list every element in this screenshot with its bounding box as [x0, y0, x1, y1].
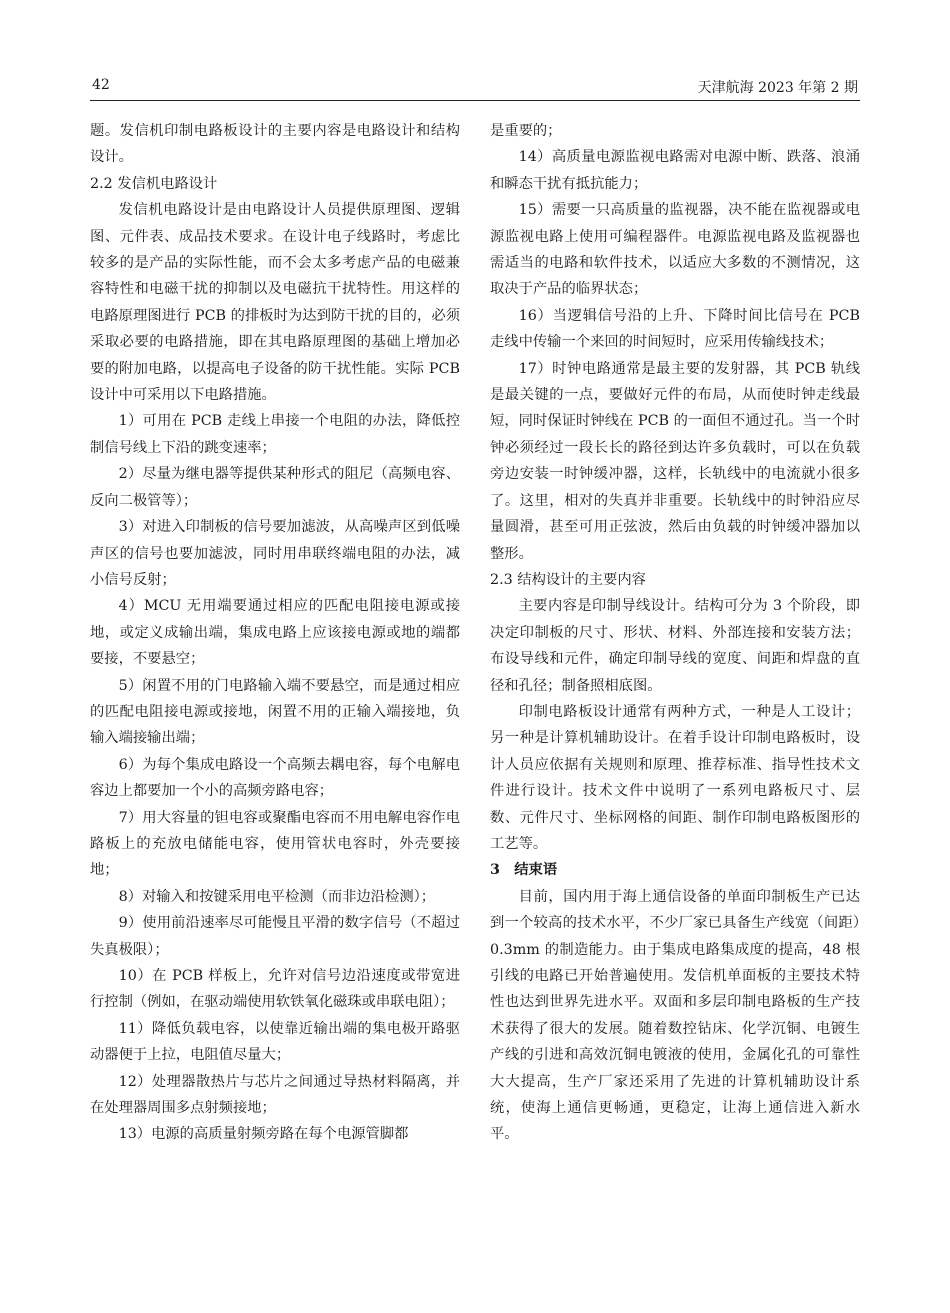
list-item: 10）在 PCB 样板上，允许对信号边沿速度或带宽进行控制（例如，在驱动端使用软铁氧化磁珠或串联电阻）； [90, 968, 460, 1011]
list-item: 13）电源的高质量射频旁路在每个电源管脚都 [118, 1126, 409, 1143]
page-header [90, 74, 860, 101]
list-item: 3）对进入印制板的信号要加滤波，从高噪声区到低噪声区的信号也要加滤波，同时用串联终端电阻的办法，减小信号反射； [90, 519, 460, 588]
section-heading-2-3: 2.3 结构设计的主要内容 [490, 571, 646, 588]
list-item: 4）MCU 无用端要通过相应的匹配电阻接电源或接地，或定义成输出端，集成电路上应该接电源或地的端都要接，不要悬空； [90, 598, 460, 668]
paragraph: 是重要的； [490, 123, 562, 139]
list-item: 14）高质量电源监视电路需对电源中断、跌落、浪涌和瞬态干扰有抵抗能力； [490, 149, 860, 192]
list-item: 12）处理器散热片与芯片之间通过导热材料隔离，并在处理器周围多点射频接地； [90, 1073, 460, 1117]
section-heading-2-2: 2.2 发信机电路设计 [90, 175, 218, 192]
journal-issue: 天津航海 2023 年第 2 期 [697, 80, 858, 96]
list-item: 16）当逻辑信号沿的上升、下降时间比信号在 PCB 走线中传输一个来回的时间短时，应采用传输线技术； [490, 307, 860, 351]
list-item: 8）对输入和按键采用电平检测（而非边沿检测）； [118, 888, 436, 905]
paragraph: 发信机电路设计是由电路设计人员提供原理图、逻辑图、元件表、成品技术要求。在设计电子线路时，考虑比较多的是产品的实际性能，而不会太多考虑产品的电磁兼容特性和电磁干扰的抑制以及电磁抗干扰特性。用这样的电路原理图进行 PCB 的排板时为达到防干扰的目的，必须采取必要的电路措施，即在其电路原理图的基础上增加必要的附加电路，以提高电子设备的防干扰性能。实际 PCB 设计中可采用以下电路措施。 [90, 202, 460, 404]
page-number: 42 [92, 77, 110, 93]
section-heading-3: 3 结束语 [490, 862, 558, 879]
paragraph: 题。发信机印制电路板设计的主要内容是电路设计和结构设计。 [90, 123, 460, 166]
list-item: 9）使用前沿速率尽可能慢且平滑的数字信号（不超过失真极限）； [90, 915, 460, 958]
paragraph: 主要内容是印制导线设计。结构可分为 3 个阶段，即决定印制板的尺寸、形状、材料、外部连接和安装方法；布设导线和元件，确定印制导线的宽度、间距和焊盘的直径和孔径；制备照相底图。 [490, 598, 860, 694]
list-item: 2）尽量为继电器等提供某种形式的阻尼（高频电容、反向二极管等）； [90, 466, 460, 509]
list-item: 15）需要一只高质量的监视器，决不能在监视器或电源监视电路上使用可编程器件。电源监视电路及监视器也需适当的电路和软件技术，以适应大多数的不测情况，这取决于产品的临界状态； [490, 202, 860, 298]
list-item: 6）为每个集成电路设一个高频去耦电容，每个电解电容边上都要加一个小的高频旁路电容； [90, 756, 460, 800]
list-item: 11）降低负载电容，以使靠近输出端的集电极开路驱动器便于上拉，电阻值尽量大； [90, 1020, 460, 1064]
left-column [90, 118, 460, 1148]
list-item: 5）闲置不用的门电路输入端不要悬空，而是通过相应的匹配电阻接电源或接地，闲置不用的正输入端接地，负输入端接输出端； [90, 677, 460, 747]
list-item: 1）可用在 PCB 走线上串接一个电阻的办法，降低控制信号线上下沿的跳变速率； [90, 413, 460, 456]
paragraph: 印制电路板设计通常有两种方式，一种是人工设计；另一种是计算机辅助设计。在着手设计印制电路板时，设计人员应依据有关规则和原理、推荐标准、指导性技术文件进行设计。技术文件中说明了一系列电路板尺寸、层数、元件尺寸、坐标网格的间距、制作印制电路板图形的工艺等。 [490, 703, 860, 852]
right-column [490, 118, 860, 1148]
list-item: 17）时钟电路通常是最主要的发射器，其 PCB 轨线是最关键的一点，要做好元件的布局，从而使时钟走线最短，同时保证时钟线在 PCB 的一面但不通过孔。当一个时钟必须经过一段长长的路径到达许多负载时，可以在负载旁边安装一时钟缓冲器，这样，长轨线中的电流就小很多了。这里，相对的失真并非重要。长轨线中的时钟沿应尽量圆滑，甚至可用正弦波，然后由负载的时钟缓冲器加以整形。 [490, 360, 860, 562]
paragraph: 目前，国内用于海上通信设备的单面印制板生产已达到一个较高的技术水平，不少厂家已具备生产线宽（间距）0.3mm 的制造能力。由于集成电路集成度的提高，48 根引线的电路已开始普遍使用。发信机单面板的主要技术特性也达到世界先进水平。双面和多层印制电路板的生产技术获得了很大的发展。随着数控钻床、化学沉铜、电镀生产线的引进和高效沉铜电镀液的使用，金属化孔的可靠性大大提高，生产厂家还采用了先进的计算机辅助设计系统，使海上通信更畅通，更稳定，让海上通信进入新水平。 [490, 888, 860, 1143]
list-item: 7）用大容量的钽电容或聚酯电容而不用电解电容作电路板上的充放电储能电容，使用管状电容时，外壳要接地； [90, 809, 460, 879]
